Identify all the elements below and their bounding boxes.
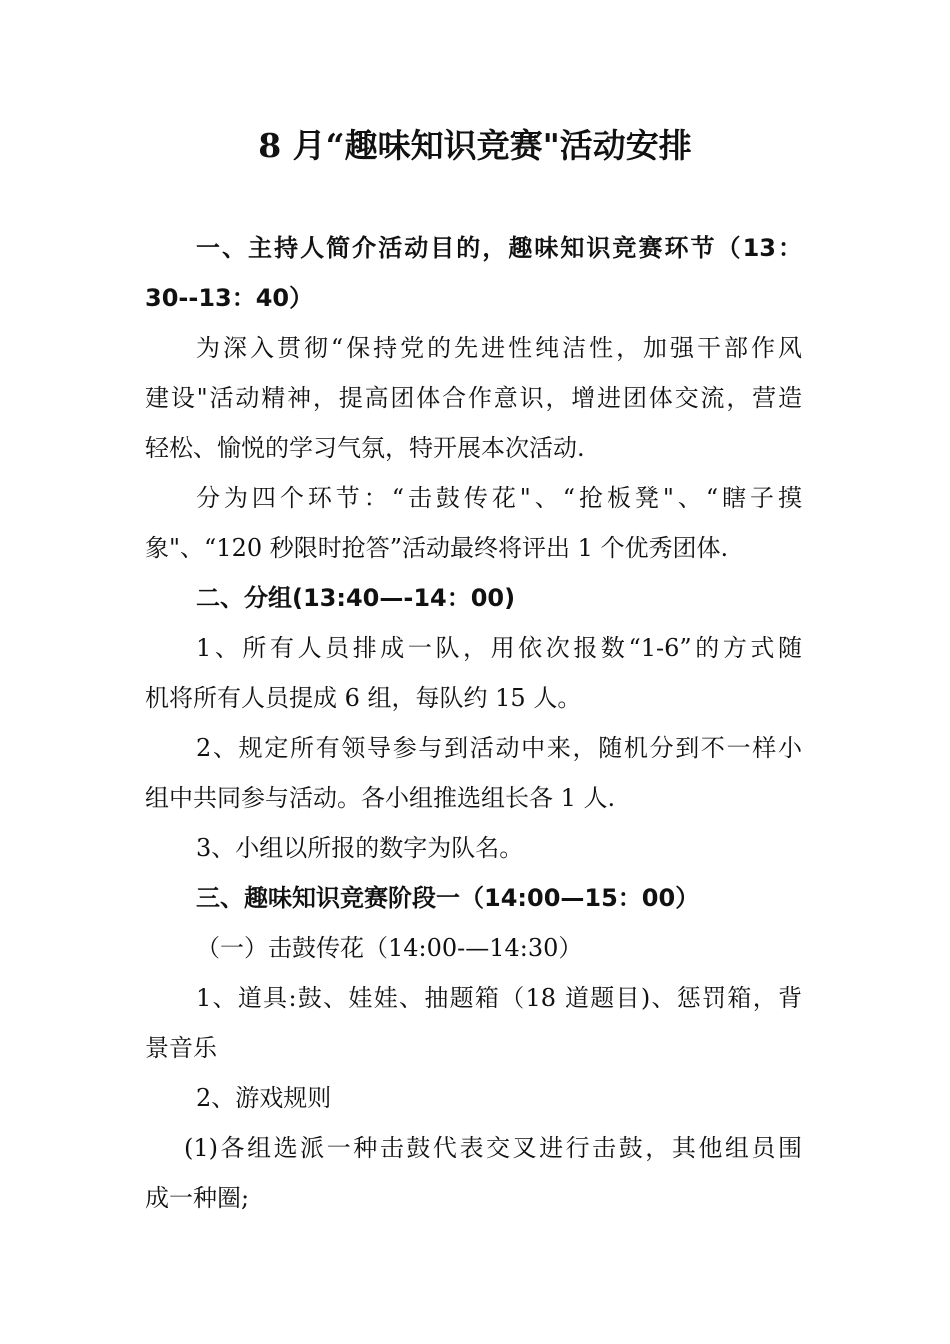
item-2-line-2: 组中共同参与活动。各小组推选组长各 1 人. xyxy=(145,784,616,812)
paragraph-1-line-1: 为深入贯彻“保持党的先进性纯洁性，加强干部作风 xyxy=(196,334,802,362)
paragraph-2-line-1: 分为四个环节：“击鼓传花"、“抢板凳"、“瞎子摸 xyxy=(196,484,802,512)
props-line-2: 景音乐 xyxy=(145,1034,217,1062)
rule-1-line-1: (1)各组选派一种击鼓代表交叉进行击鼓，其他组员围 xyxy=(184,1134,802,1162)
section-2-heading: 二、分组(13:40—-14：00) xyxy=(196,584,516,612)
game-rules-heading: 2、游戏规则 xyxy=(196,1084,332,1112)
item-1-line-1: 1、所有人员排成一队，用依次报数“1-6”的方式随 xyxy=(196,634,802,662)
item-1-line-2: 机将所有人员提成 6 组，每队约 15 人。 xyxy=(145,684,582,712)
item-2-line-1: 2、规定所有领导参与到活动中来，随机分到不一样小 xyxy=(196,734,802,762)
paragraph-2-line-2: 象"、“120 秒限时抢答”活动最终将评出 1 个优秀团体. xyxy=(145,534,729,562)
item-3: 3、小组以所报的数字为队名。 xyxy=(196,834,524,862)
section-1-heading-line-1: 一、主持人简介活动目的，趣味知识竞赛环节（13： xyxy=(196,234,802,262)
document-title: 8 月“趣味知识竞赛"活动安排 xyxy=(258,126,692,165)
section-1-heading-line-2: 30--13：40） xyxy=(145,284,314,312)
props-line-1: 1、道具:鼓、娃娃、抽题箱（18 道题目)、惩罚箱，背 xyxy=(196,984,802,1012)
subsection-1-heading: （一）击鼓传花（14:00-—14:30） xyxy=(196,934,583,962)
paragraph-1-line-3: 轻松、愉悦的学习气氛，特开展本次活动. xyxy=(145,434,585,462)
section-3-heading: 三、趣味知识竞赛阶段一（14:00—15：00） xyxy=(196,884,700,912)
paragraph-1-line-2: 建设"活动精神，提高团体合作意识，增进团体交流，营造 xyxy=(145,384,802,412)
rule-1-line-2: 成一种圈; xyxy=(145,1184,250,1212)
